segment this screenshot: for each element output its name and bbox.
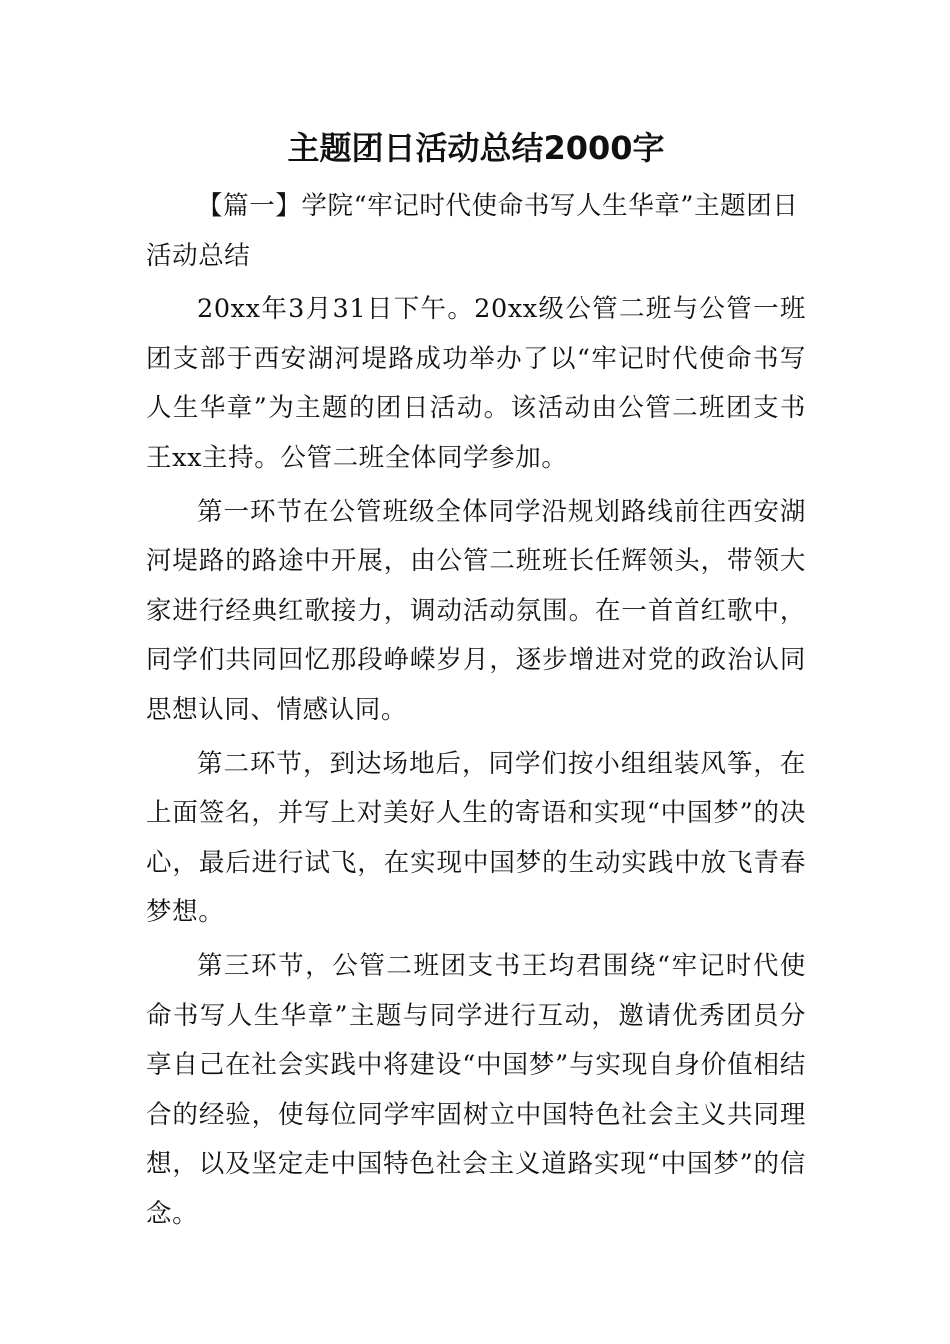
- paragraph-2: 第一环节在公管班级全体同学沿规划路线前往西安湖河堤路的路途中开展，由公管二班班长任辉领头，带领大家进行经典红歌接力，调动活动氛围。在一首首红歌中，同学们共同回忆那段峥嵘岁月，逐步增进对党的政治认同思想认同、情感认同。: [146, 496, 806, 725]
- document-title: 主题团日活动总结2000字: [287, 129, 665, 167]
- paragraph-1: 20xx年3月31日下午。20xx级公管二班与公管一班团支部于西安湖河堤路成功举办了以“牢记时代使命书写人生华章”为主题的团日活动。该活动由公管二班团支书王xx主持。公管二班全体同学参加。: [146, 294, 806, 473]
- document-page: [146, 118, 806, 1243]
- paragraph-3: 第二环节，到达场地后，同学们按小组组装风筝，在上面签名，并写上对美好人生的寄语和实现“中国梦”的决心，最后进行试飞，在实现中国梦的生动实践中放飞青春梦想。: [146, 748, 806, 928]
- section-heading: 【篇一】学院“牢记时代使命书写人生华章”主题团日活动总结: [146, 191, 799, 271]
- paragraph-4: 第三环节，公管二班团支书王均君围绕“牢记时代使命书写人生华章”主题与同学进行互动，邀请优秀团员分享自己在社会实践中将建设“中国梦”与实现自身价值相结合的经验，使每位同学牢固树立中国特色社会主义共同理想，以及坚定走中国特色社会主义道路实现“中国梦”的信念。: [146, 950, 806, 1229]
